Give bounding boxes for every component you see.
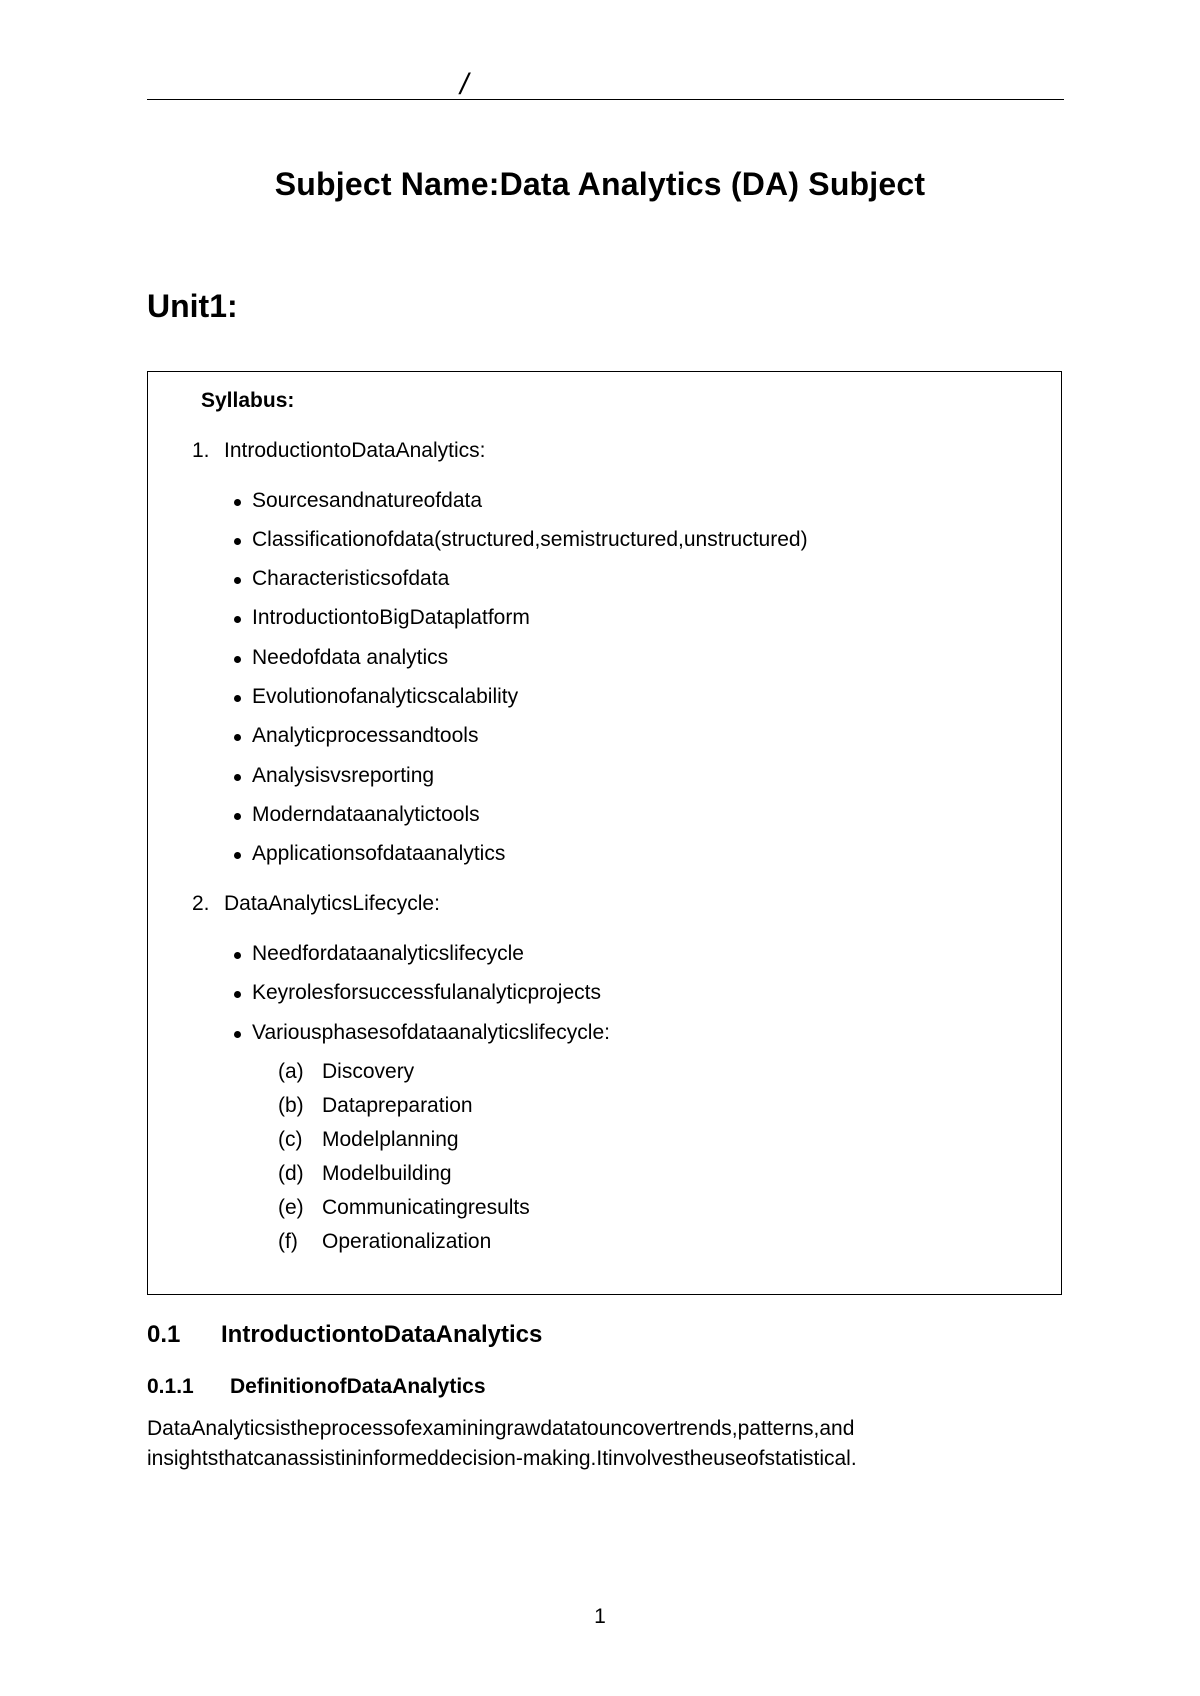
section-heading xyxy=(147,1319,542,1351)
paragraph-line: DataAnalyticsistheprocessofexaminingrawdatatouncovertrends,patterns,and xyxy=(147,1417,855,1440)
list-item: Analyticprocessandtools xyxy=(252,721,478,751)
subsection-title: DefinitionofDataAnalytics xyxy=(230,1375,486,1398)
phase-item: (b) Datapreparation xyxy=(278,1094,473,1117)
topic-2 xyxy=(192,889,440,919)
bullet-icon xyxy=(234,734,241,741)
list-item: Needfordataanalyticslifecycle xyxy=(252,939,524,969)
bullet-icon xyxy=(234,656,241,663)
list-item: Needofdata analytics xyxy=(252,643,448,673)
list-item: Classificationofdata(structured,semistructured,unstructured) xyxy=(252,525,808,555)
bullet-icon xyxy=(234,616,241,623)
topic-title: IntroductiontoDataAnalytics: xyxy=(224,439,486,462)
phase-item: (d) Modelbuilding xyxy=(278,1162,452,1185)
syllabus-box xyxy=(147,371,1062,1295)
bullet-icon xyxy=(234,1031,241,1038)
phase-item: (f) Operationalization xyxy=(278,1230,492,1253)
phase-item: (a) Discovery xyxy=(278,1060,415,1083)
bullet-icon xyxy=(234,538,241,545)
bullet-icon xyxy=(234,695,241,702)
header-mark: / xyxy=(460,68,469,101)
list-item: Evolutionofanalyticscalability xyxy=(252,682,518,712)
subsection-number: 0.1.1 xyxy=(147,1375,194,1398)
bullet-icon xyxy=(234,774,241,781)
section-number: 0.1 xyxy=(147,1321,181,1348)
document-title: Subject Name:Data Analytics (DA) Subject xyxy=(274,166,926,202)
phase-item: (c) Modelplanning xyxy=(278,1128,459,1151)
bullet-icon xyxy=(234,499,241,506)
topic-1 xyxy=(192,436,485,466)
bullet-icon xyxy=(234,991,241,998)
list-item: Sourcesandnatureofdata xyxy=(252,486,482,516)
unit-heading: Unit1: xyxy=(147,288,238,324)
bullet-icon xyxy=(234,577,241,584)
syllabus-label: Syllabus: xyxy=(201,389,295,412)
topic-title: DataAnalyticsLifecycle: xyxy=(224,892,440,915)
page-number: 1 xyxy=(594,1605,606,1628)
list-item: Variousphasesofdataanalyticslifecycle: xyxy=(252,1018,610,1048)
bullet-icon xyxy=(234,852,241,859)
subsection-heading xyxy=(147,1372,486,1402)
list-item: Moderndataanalytictools xyxy=(252,800,480,830)
header-rule xyxy=(147,99,1064,100)
definition-paragraph xyxy=(147,1414,1062,1474)
bullet-icon xyxy=(234,952,241,959)
topic-number: 1. xyxy=(192,439,210,462)
list-item: Keyrolesforsuccessfulanalyticprojects xyxy=(252,978,601,1008)
bullet-icon xyxy=(234,813,241,820)
list-item: Analysisvsreporting xyxy=(252,761,434,791)
paragraph-line: insightsthatcanassistininformeddecision-making.Itinvolvestheuseofstatistical. xyxy=(147,1447,857,1470)
list-item: Characteristicsofdata xyxy=(252,564,449,594)
list-item: IntroductiontoBigDataplatform xyxy=(252,603,530,633)
topic-number: 2. xyxy=(192,892,210,915)
list-item: Applicationsofdataanalytics xyxy=(252,839,505,869)
phase-item: (e) Communicatingresults xyxy=(278,1196,530,1219)
section-title: IntroductiontoDataAnalytics xyxy=(221,1321,543,1348)
